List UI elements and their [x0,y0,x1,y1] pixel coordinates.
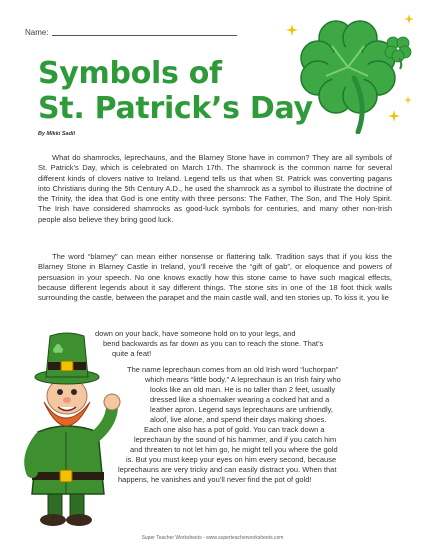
text-line: quite a feat! [112,349,152,358]
text-line: which means “little body.” A leprechaun is an Irish fairy who [145,375,341,384]
title-line-1: Symbols of [38,56,222,91]
text-line: leprechauns are very tricky and can easily distract you. When that [118,465,337,474]
name-label: Name: [25,28,49,37]
text-line: bend backwards as far down as you can to reach the stone. That’s [103,339,324,348]
title-line-2: St. Patrick’s Day [38,91,313,126]
sparkle-icon [388,110,400,122]
name-field-row [25,28,237,37]
small-shamrock-icon [383,34,413,70]
text-line: is. But you must keep your eyes on him every second, because [126,455,337,464]
text-line: leprechaun by the sound of his hammer, and if you catch him [134,435,337,444]
sparkle-icon [286,24,298,36]
text-line: and threaten to not let him go, he might tell you where the gold [130,445,338,454]
page-title [38,56,313,126]
text-line: looks like an old man. He is no taller than 2 feet, usually [150,385,336,394]
text-line: happens, he vanishes and you’ll never find the pot of gold! [118,475,312,484]
text-line: leather apron. Legend says leprechauns are unfriendly, [150,405,333,414]
paragraph-shamrock: What do shamrocks, leprechauns, and the Blarney Stone have in common? They are all symbols of St. Patrick’s Day, which is celebrated on March 17th. The shamrock is the common name for several different kinds of clovers native to Ireland. Legend tells us that when St. Patrick was converting pagans into Christians during the 5th Century A.D., he used the shamrock as a symbol to illustrate the doctrine of the Trinity, the idea that God is one entity with three persons: The Father, The Son, and The Holy Spirit. The Irish have considered shamrocks as good-luck symbols for centuries, and many other non-Irish people also believe they bring good luck. [38,153,392,224]
text-line: Each one also has a pot of gold. You can track down a [144,425,325,434]
leprechaun-illustration [8,322,128,528]
paragraph-blarney: The word “blarney” can mean either nonsense or flattering talk. Tradition says that if you kiss the Blarney Stone in Blarney Castle in Ireland, you’ll receive the “gift of gab”, or eloquence and powers of persuasion in your speech. No one knows exactly how this stone came to have such magical effects, because different legends about it say different things. The stone sits in one of the 18 foot thick walls surrounding the castle, between the parapet and the main castle wall, and ten stories up. To kiss it, you lie [38,252,392,303]
author-byline: By Mikki Sadil [38,131,75,137]
sparkle-icon [404,96,412,104]
name-blank-line[interactable] [52,35,237,36]
footer-credit: Super Teacher Worksheets - www.superteacherworksheets.com [141,535,284,541]
text-line: down on your back, have someone hold on to your legs, and [95,329,296,338]
sparkle-icon [404,14,414,24]
text-line: aloof, live alone, and spend their days making shoes. [150,415,327,424]
text-line: dressed like a shoemaker wearing a cocked hat and a [150,395,330,404]
text-line: The name leprechaun comes from an old Irish word “luchorpan” [127,365,339,374]
